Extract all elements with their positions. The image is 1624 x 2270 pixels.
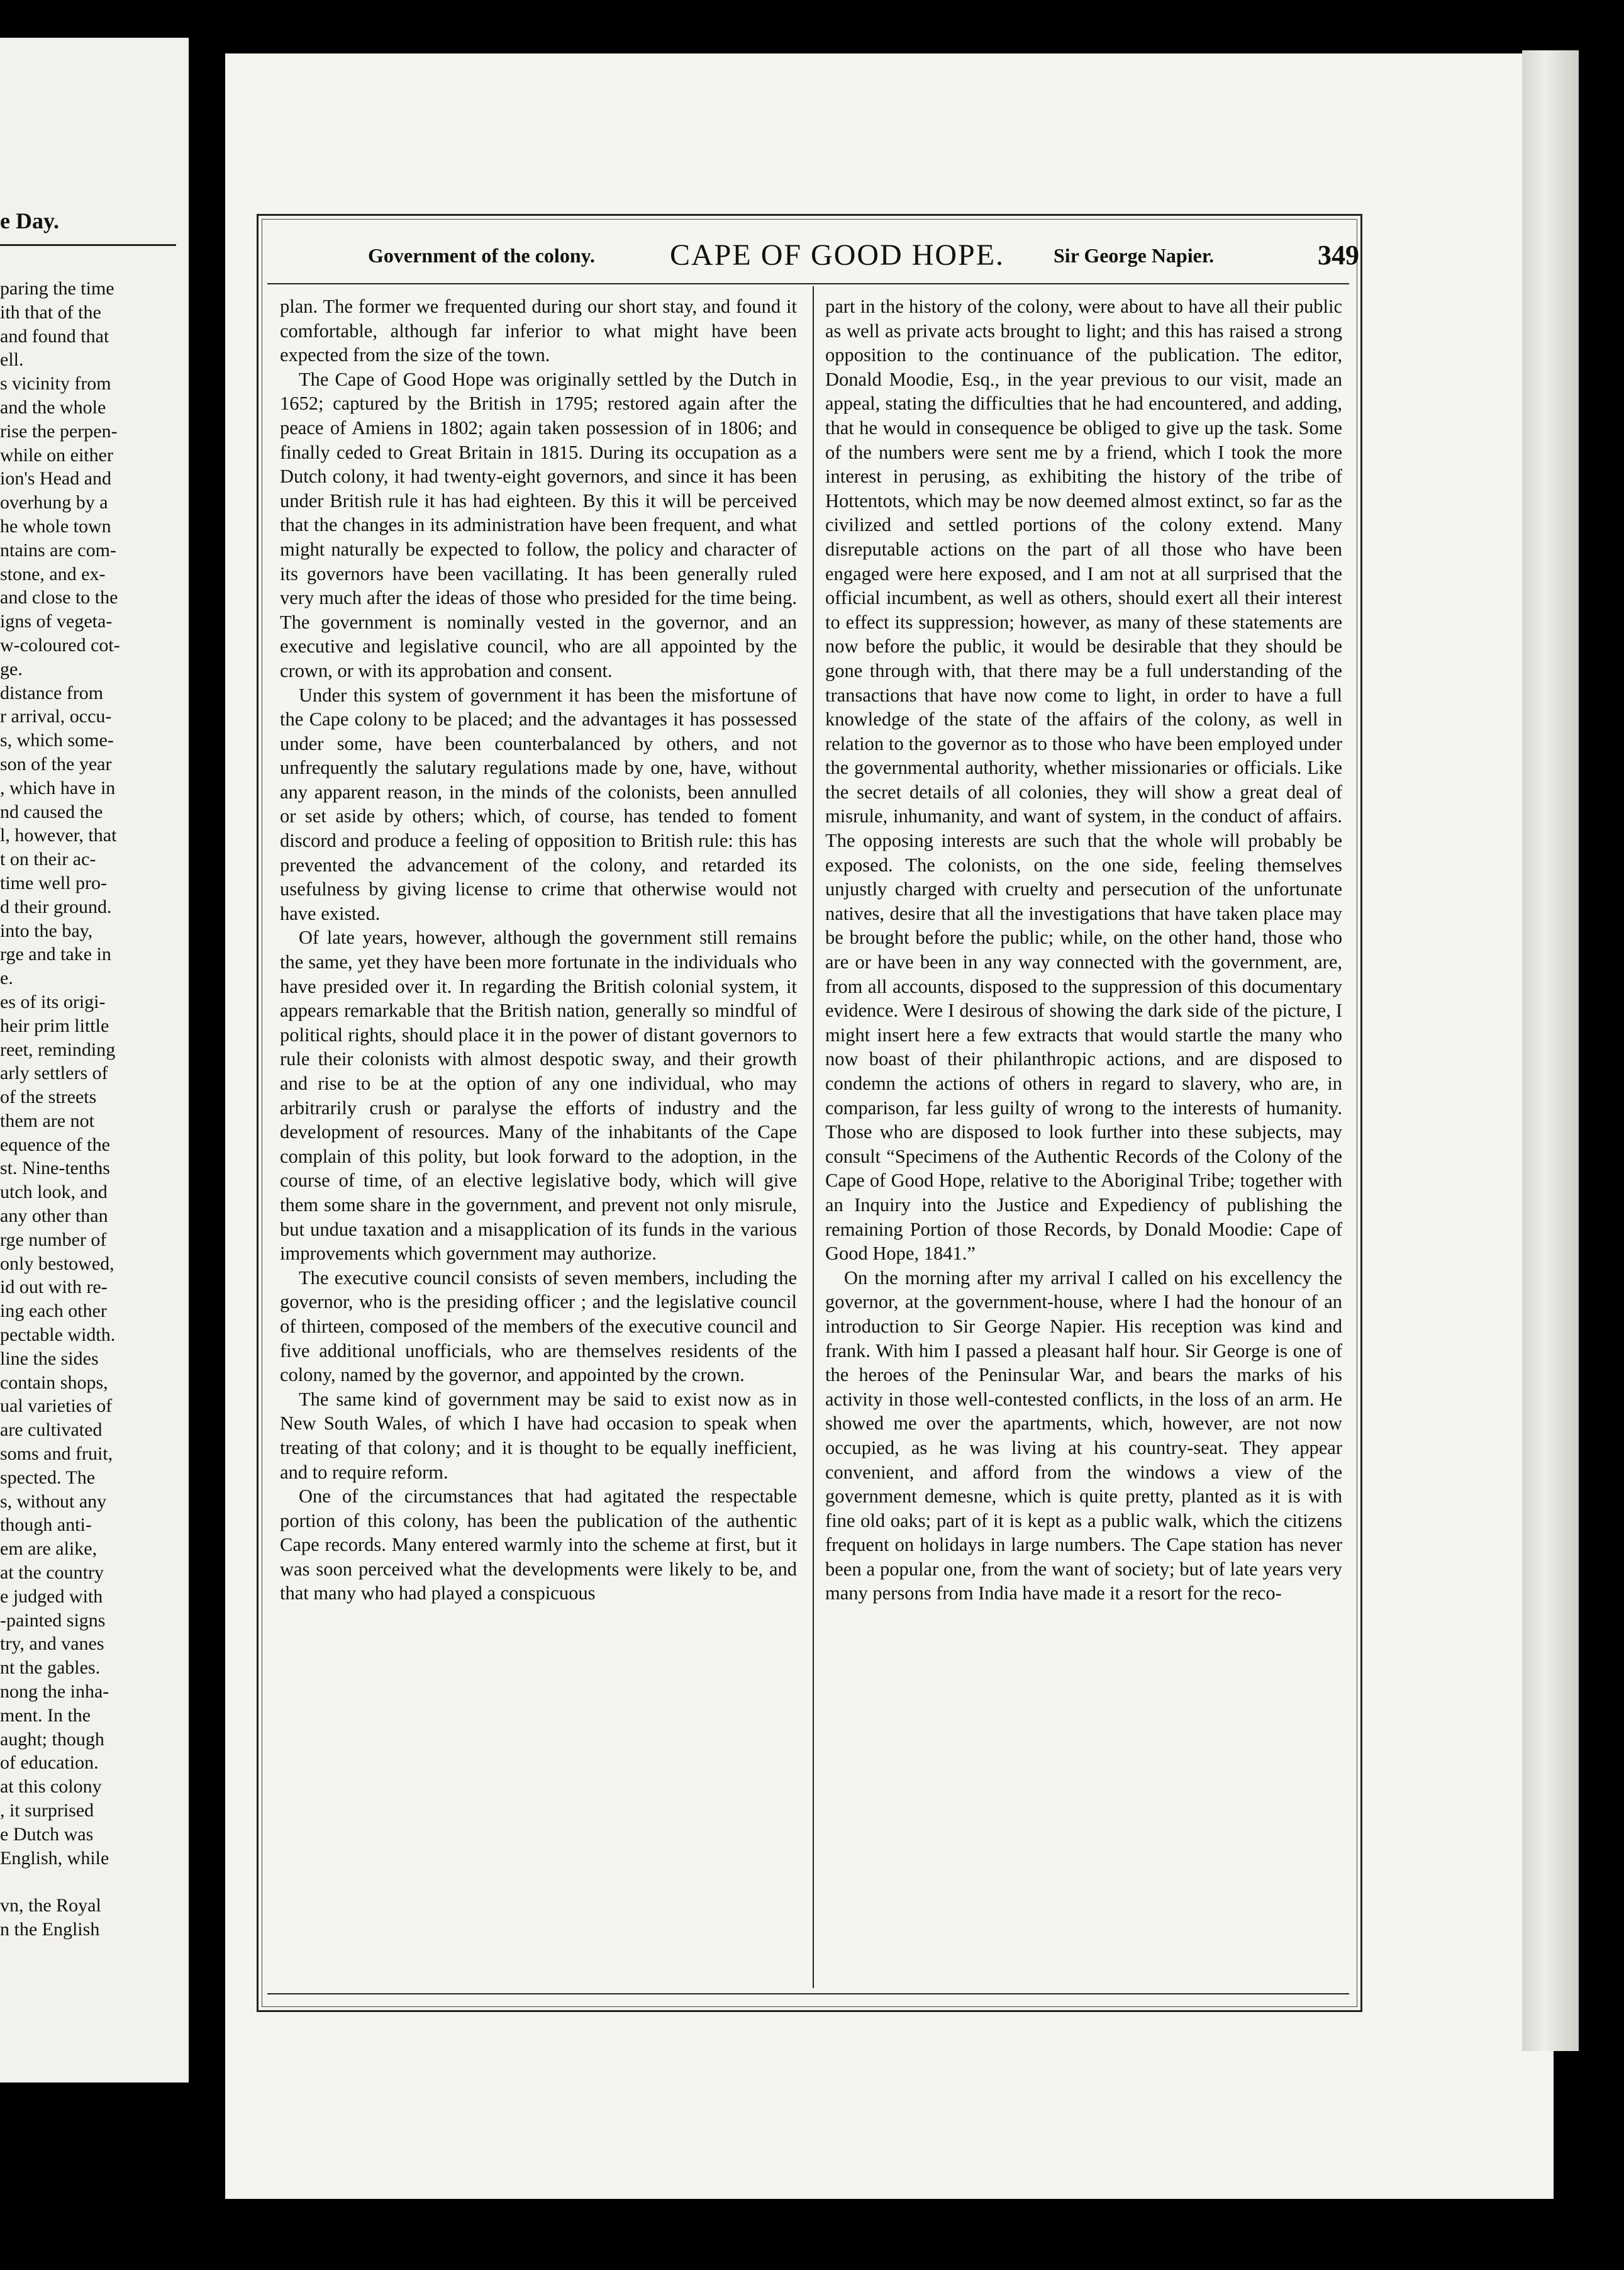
facing-page-line: vn, the Royal [0, 1895, 101, 1916]
facing-page-line: n the English [0, 1918, 100, 1940]
facing-page-line: and the whole [0, 396, 106, 418]
facing-page-line: and found that [0, 325, 109, 347]
paragraph: On the morning after my arrival I called on his excellency the governor, at the government-house, where I had the honour of an introduction to Sir George Napier. His reception was kind and frank. With him I passed a pleasant half hour. Sir George is one of the heroes of the Peninsular War, and bears the marks of his activity in those well-contested conflicts, in the loss of an arm. He showed me over the apartments, which, however, are not now occupied, as he was living at his country-seat. They appear convenient, and afford from the windows a view of the government demesne, which is quite pretty, planted as it is with fine old oaks; part of it is kept as a public walk, which the citizens frequent on holidays in large numbers. The Cape station has never been a popular one, from the want of society; but of late years very many persons from India have made it a resort for the reco- [825, 1266, 1342, 1604]
facing-page-line: es of its origi- [0, 991, 106, 1012]
facing-page-line: r arrival, occu- [0, 706, 112, 727]
facing-page-line: them are not [0, 1110, 94, 1131]
facing-page-line: try, and vanes [0, 1633, 104, 1655]
paragraph: The same kind of government may be said to exist now as in New South Wales, of which I have had occasion to speak when treating of that colony; and it is thought to be equally inefficient, and to require reform. [280, 1388, 797, 1483]
facing-page-line: equence of the [0, 1134, 110, 1155]
paragraph: part in the history of the colony, were about to have all their public as well as private acts brought to light; and this has raised a strong opposition to the continuance of the publication. The editor, Donald Moodie, Esq., in the year previous to our visit, made an appeal, stating the difficulties that he had encountered, and adding, that he would in consequence be obliged to give up the task. Some of the numbers were sent me by a friend, which I took the more interest in perusing, as exhibiting the history of the tribe of Hottentots, which may be now deemed almost extinct, so far as the civilized and settled portions of the colony extend. Many disreputable actions on the part of all those who have been engaged were here exposed, and I am not at all surprised that the official incumbent, as well as others, should exert all their interest to effect its suppression; however, as many of these statements are now before the public, it would be desirable that they should be gone through with, that there may be a full understanding of the transactions that have now come to light, in order to have a full knowledge of the state of the affairs of the colony, as well in relation to the governor as to those who have been employed under the governmental authority, whether missionaries or officials. Like the secret details of all colonies, they will show a great deal of misrule, inhumanity, and want of system, in the conduct of affairs. The opposing interests are such that the whole will probably be exposed. The colonists, on the one side, feeling themselves unjustly charged with cruelty and persecution of the unfortunate natives, desire that all the investigations that have taken place may be brought before the public; while, on the other hand, those who are or have been in any way connected with the government, are, from all accounts, disposed to the suppression of this documentary evidence. Were I desirous of showing the dark side of the picture, I might insert here a few extracts that would startle the many who now boast of their philanthropic actions, and are disposed to condemn the actions of others in regard to slavery, who are, in comparison, far less guilty of wrong to the interests of humanity. Those who are disposed to look further into these subjects, may consult “Specimens of the Authentic Records of the Colony of the Cape of Good Hope, relative to the Aboriginal Tribe; together with an Inquiry into the Justice and Expediency of publishing the remaining Portion of those Records, by Donald Moodie: Cape of Good Hope, 1841.” [825, 296, 1342, 1265]
facing-page-line: nong the inha- [0, 1681, 109, 1702]
facing-page-line: at the country [0, 1562, 104, 1584]
facing-page-line: s vicinity from [0, 373, 111, 394]
facing-page-line: are cultivated [0, 1419, 103, 1441]
bottom-rule [267, 1993, 1349, 1994]
facing-page-line: s, which some- [0, 730, 114, 751]
facing-page-line: ion's Head and [0, 468, 112, 489]
facing-page-line: ith that of the [0, 301, 101, 323]
facing-page-line: reet, reminding [0, 1039, 116, 1060]
paragraph: One of the circumstances that had agitated the respectable portion of this colony, has been the publication of the authentic Cape records. Many entered warmly into the scheme at first, but it was soon perceived what the developments were likely to be, and that many who had played a conspicuous [280, 1485, 797, 1604]
facing-page-line: rise the perpen- [0, 420, 118, 442]
facing-page-line: utch look, and [0, 1182, 108, 1203]
facing-page-running-head: e Day. [0, 208, 59, 233]
facing-page-line: e Dutch was [0, 1823, 94, 1845]
facing-page-line: rge number of [0, 1229, 107, 1250]
facing-page-line: though anti- [0, 1514, 92, 1536]
facing-page-line: ge. [0, 658, 23, 679]
facing-page-line: id out with re- [0, 1277, 108, 1298]
facing-page-line: into the bay, [0, 920, 93, 941]
facing-page-line: e. [0, 968, 13, 989]
facing-page-line: t on their ac- [0, 849, 96, 870]
facing-page-line: stone, and ex- [0, 563, 106, 584]
paragraph: Under this system of government it has been the misfortune of the Cape colony to be placed; and the advantages it has possessed under some, have been counterbalanced by others, and not unfrequently the salutary regulations made by one, have, without any apparent reason, in the minds of the colonists, been annulled or set aside by others; which, of course, has tended to foment discord and produce a feeling of opposition to British rule: this has prevented the advancement of the colony, and retarded its usefulness by giving license to crime that otherwise would not have existed. [280, 684, 797, 924]
facing-page-line: only bestowed, [0, 1253, 114, 1274]
facing-page-line: -painted signs [0, 1609, 106, 1631]
paragraph: The Cape of Good Hope was originally settled by the Dutch in 1652; captured by the British in 1795; restored again after the peace of Amiens in 1802; again taken possession of in 1806; and finally ceded to Great Britain in 1815. During its occupation as a Dutch colony, it had twenty-eight governors, and since it has been under British rule it has had eighteen. By this it will be perceived that the changes in its administration have been frequent, and what might naturally be expected to follow, the policy and character of its governors have been vacillating. It has been generally ruled very much after the ideas of those who presided for the time being. The government is nominally vested in the governor, and an executive and legislative council, who are all appointed by the crown, or with its approbation and consent. [280, 368, 797, 681]
page-header [267, 238, 1359, 276]
facing-page-header-rule [0, 244, 176, 246]
facing-page-line: ntains are com- [0, 539, 116, 561]
facing-page-line: while on either [0, 444, 113, 466]
facing-page-line: igns of vegeta- [0, 611, 113, 632]
page-title: CAPE OF GOOD HOPE. [670, 238, 1005, 272]
facing-page-line: heir prim little [0, 1015, 109, 1036]
facing-page-line: ual varieties of [0, 1395, 113, 1417]
facing-page-line: w-coloured cot- [0, 634, 120, 656]
facing-page-line: , it surprised [0, 1800, 94, 1821]
facing-page-line: arly settlers of [0, 1063, 108, 1084]
page-edge-stack [1522, 50, 1579, 2051]
facing-page-line: time well pro- [0, 872, 107, 893]
facing-page-line: rge and take in [0, 944, 111, 965]
facing-page-line: any other than [0, 1205, 108, 1227]
facing-page-line: and close to the [0, 587, 118, 608]
facing-page-line: ell. [0, 349, 24, 371]
facing-page-fragment [0, 38, 189, 2083]
facing-page-line: ing each other [0, 1300, 107, 1322]
facing-page-line: nd caused the [0, 801, 103, 822]
paragraph: The executive council consists of seven members, including the governor, who is the presiding officer ; and the legislative council of thirteen, composed of the members of the executive council and five additional unofficials, who are themselves residents of the colony, named by the governor, and appointed by the crown. [280, 1266, 797, 1386]
facing-page-line: l, however, that [0, 825, 117, 846]
facing-page-line: s, without any [0, 1490, 107, 1512]
facing-page-line: overhung by a [0, 492, 108, 513]
facing-page-line: paring the time [0, 278, 114, 299]
text-column-left [280, 294, 797, 1606]
facing-page-line: aught; though [0, 1728, 104, 1750]
facing-page-line: contain shops, [0, 1372, 108, 1393]
facing-page-line: of the streets [0, 1087, 97, 1108]
facing-page-line: em are alike, [0, 1538, 97, 1560]
facing-page-line: at this colony [0, 1776, 102, 1798]
facing-page-line: pectable width. [0, 1324, 116, 1346]
facing-page-line: ment. In the [0, 1704, 91, 1726]
facing-page-line: of education. [0, 1752, 99, 1774]
page-number: 349 [1318, 240, 1359, 271]
facing-page-line: st. Nine-tenths [0, 1158, 110, 1179]
facing-page-line: e judged with [0, 1585, 103, 1607]
facing-page-line [0, 1870, 189, 1894]
facing-page-line: distance from [0, 682, 104, 703]
facing-page-line: soms and fruit, [0, 1443, 113, 1465]
running-head-right: Sir George Napier. [1054, 244, 1215, 267]
facing-page-line: line the sides [0, 1348, 99, 1369]
facing-page-line: he whole town [0, 515, 111, 537]
facing-page-text [0, 277, 189, 1942]
paragraph: plan. The former we frequented during our short stay, and found it comfortable, although far inferior to what might have been expected from the size of the town. [280, 296, 797, 366]
facing-page-line: son of the year [0, 753, 112, 774]
paragraph: Of late years, however, although the government still remains the same, yet they have been more fortunate in the individuals who have presided over it. In regarding the British colonial system, it appears remarkable that the British nation, generally so mindful of political rights, should place it in the power of distant governors to rule their colonists with almost despotic sway, and their growth and rise to be at the option of any one individual, who may arbitrarily crush or paralyse the efforts of industry and the development of resources. Many of the inhabitants of the Cape complain of this polity, but look forward to the adoption, in the course of time, of an elective legislative body, which will give them some share in the government, and prevent not only misrule, but undue taxation and a misapplication of its funds in the various improvements which government may authorize. [280, 927, 797, 1265]
facing-page-line: spected. The [0, 1467, 96, 1488]
header-rule [267, 283, 1349, 284]
facing-page-line: English, while [0, 1847, 109, 1869]
running-head-left: Government of the colony. [368, 244, 595, 267]
facing-page-line: nt the gables. [0, 1657, 101, 1679]
text-column-right [825, 294, 1342, 1606]
column-divider [813, 286, 814, 1988]
facing-page-line: d their ground. [0, 896, 112, 917]
facing-page-line: , which have in [0, 777, 116, 798]
